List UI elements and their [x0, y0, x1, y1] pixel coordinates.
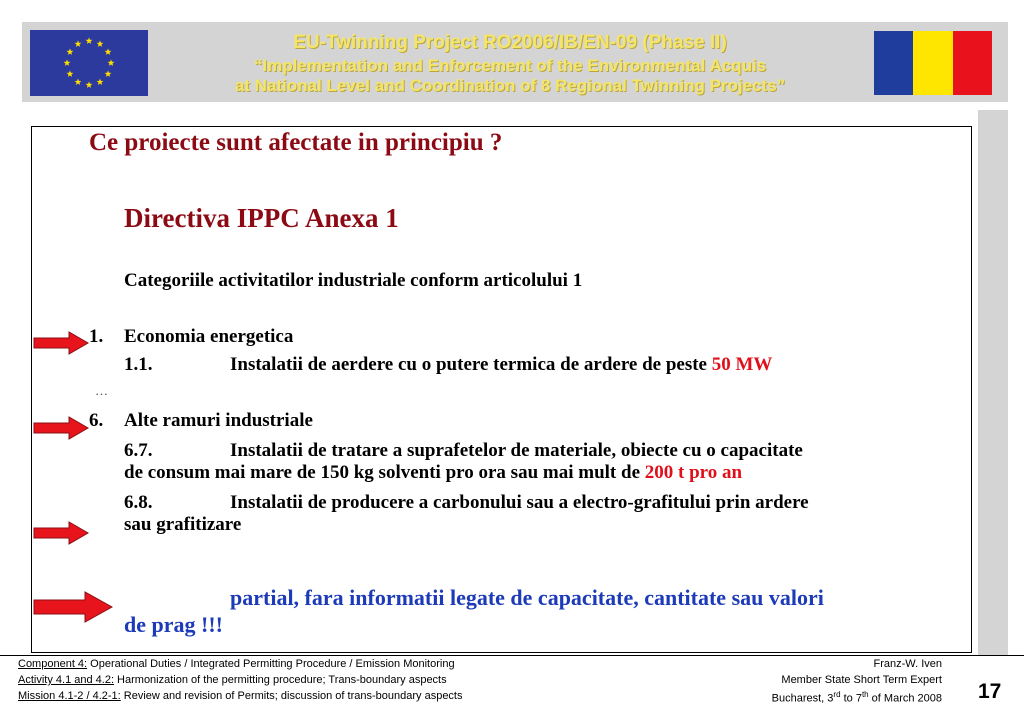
eu-star-icon: [105, 70, 112, 77]
header-subtitle-line1: “Implementation and Enforcement of the Environmental Acquis: [253, 56, 767, 75]
item-6-label: Alte ramuri industriale: [124, 410, 313, 431]
footer-mission: [18, 691, 463, 702]
item-6-7-desc: de consum mai mare de 150 kg solventi pro ora sau mai mult de: [124, 462, 645, 483]
side-band: [978, 110, 1008, 655]
footer-date: [772, 691, 942, 705]
header-project-title: EU-Twinning Project RO2006/IB/EN-09 (Phase II): [293, 32, 727, 53]
item-6-8-text-line2: sau grafitizare: [124, 514, 242, 535]
item-6-7-text-line2: [124, 462, 742, 484]
ro-flag-blue-stripe: [874, 31, 913, 95]
eu-star-icon: [75, 40, 82, 47]
footer-date-b: to 7: [840, 692, 862, 705]
item-6-8-text-line1: Instalatii de producere a carbonului sau a electro-grafitului prin ardere: [230, 492, 809, 513]
arrow-right-icon: [33, 415, 89, 441]
item-6-7-text-line1: Instalatii de tratare a suprafetelor de materiale, obiecte cu o capacitate: [230, 440, 803, 461]
arrow-right-icon: [33, 590, 113, 624]
footer-component-text: Operational Duties / Integrated Permitting Procedure / Emission Monitoring: [87, 658, 455, 670]
eu-star-icon: [97, 78, 104, 85]
romania-flag-icon: [874, 31, 992, 95]
eu-star-icon: [67, 70, 74, 77]
eu-star-icon: [75, 78, 82, 85]
footer-date-sup2: th: [861, 690, 869, 699]
footer-date-sup1: rd: [833, 690, 841, 699]
eu-star-icon: [67, 48, 74, 55]
item-6-7-highlight: 200 t pro an: [644, 462, 743, 483]
ellipsis: …: [95, 383, 108, 398]
slide-subtitle: Directiva IPPC Anexa 1: [124, 203, 399, 233]
eu-star-icon: [86, 37, 93, 44]
item-6-number: 6.: [89, 410, 104, 431]
footer-role: Member State Short Term Expert: [781, 674, 942, 686]
eu-star-icon: [64, 59, 71, 66]
eu-star-icon: [108, 59, 115, 66]
footer-date-a: Bucharest, 3: [771, 692, 834, 705]
ro-flag-yellow-stripe: [913, 31, 952, 95]
item-1-1-highlight: 50 MW: [711, 354, 773, 375]
footer-activity: [18, 675, 447, 686]
arrow-right-icon: [33, 330, 89, 356]
item-1-1-number: 1.1.: [124, 354, 153, 375]
item-1-label: Economia energetica: [124, 326, 294, 347]
item-1-number: 1.: [89, 326, 104, 347]
footer-mission-label: Mission 4.1-2 / 4.2-1:: [18, 690, 121, 702]
footer-author: Franz-W. Iven: [873, 658, 942, 670]
footer-date-c: of March 2008: [868, 692, 942, 705]
footer-divider: [0, 655, 1024, 656]
conclusion-line1: partial, fara informatii legate de capacitate, cantitate sau valori: [230, 585, 824, 610]
footer-activity-label: Activity 4.1 and 4.2:: [18, 674, 114, 686]
eu-star-icon: [105, 48, 112, 55]
item-6-8-number: 6.8.: [124, 492, 153, 513]
eu-flag-icon: [30, 30, 148, 96]
page-number: 17: [978, 680, 1002, 703]
item-6-7-number: 6.7.: [124, 440, 153, 461]
footer-component-label: Component 4:: [18, 658, 88, 670]
conclusion-line2: de prag !!!: [124, 612, 223, 637]
eu-star-icon: [97, 40, 104, 47]
slide-title: Ce proiecte sunt afectate in principiu ?: [89, 129, 503, 156]
header-subtitle-line2: at National Level and Coordination of 8 Regional Twinning Projects”: [234, 76, 786, 95]
footer-component: [18, 659, 455, 670]
footer-mission-text: Review and revision of Permits; discussion of trans-boundary aspects: [120, 690, 463, 702]
arrow-right-icon: [33, 520, 89, 546]
footer-activity-text: Harmonization of the permitting procedure; Trans-boundary aspects: [114, 674, 447, 686]
item-1-1-desc: Instalatii de aerdere cu o putere termica de ardere de peste: [230, 354, 712, 375]
item-1-1-text: [230, 354, 772, 376]
ro-flag-red-stripe: [953, 31, 992, 95]
intro-text: Categoriile activitatilor industriale conform articolului 1: [124, 270, 583, 291]
eu-star-icon: [86, 81, 93, 88]
